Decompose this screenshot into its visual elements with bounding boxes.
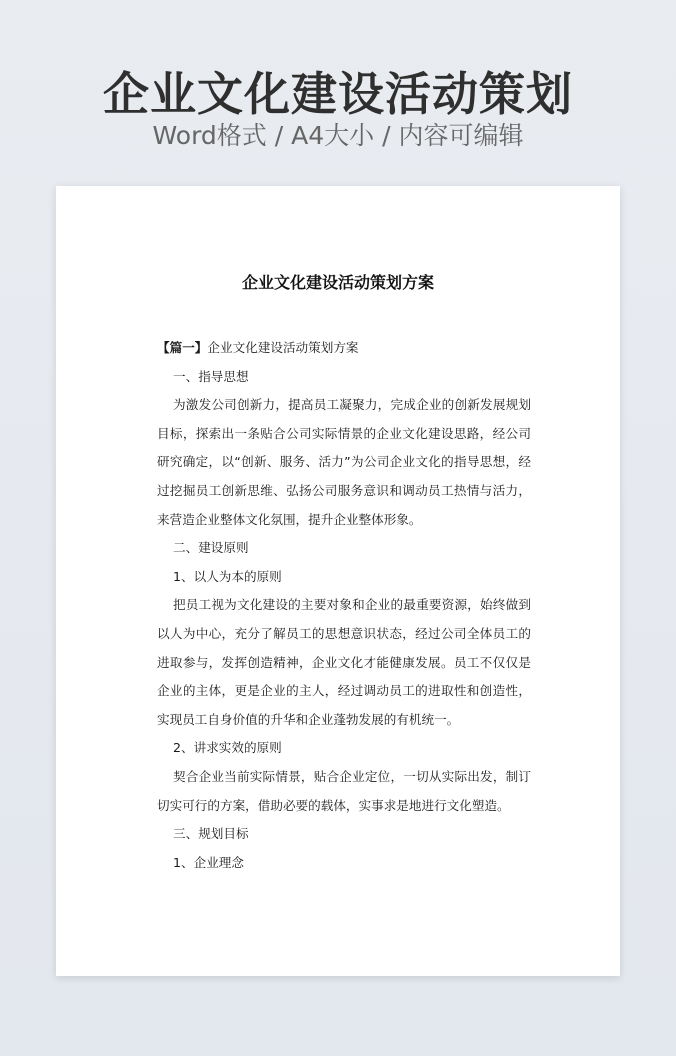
heading-construction-principles: 二、建设原则 (173, 540, 249, 556)
paragraph-guiding-ideology: 为激发公司创新力，提高员工凝聚力，完成企业的创新发展规划目标，探索出一条贴合公司实际情景的企业文化建设思路，经公司研究确定，以“创新、服务、活力”为公司企业文化的指导思想，经过挖掘员工创新思维、弘扬公司服务意识和调动员工热情与活力，来营造企业整体文化氛围，提升企业整体形象。 (157, 397, 531, 527)
heading-practical-results: 2、讲求实效的原则 (173, 740, 282, 756)
section-title: 企业文化建设活动策划方案 (207, 340, 359, 355)
paragraph-people-oriented: 把员工视为文化建设的主要对象和企业的最重要资源，始终做到以人为中心，充分了解员工的思想意识状态，经过公司全体员工的进取参与，发挥创造精神，企业文化才能健康发展。员工不仅仅是企业的主体，更是企业的主人，经过调动员工的进取性和创造性，实现员工自身价值的升华和企业蓬勃发展的有机统一。 (157, 597, 531, 727)
heading-planning-goals: 三、规划目标 (173, 826, 249, 842)
heading-people-oriented: 1、以人为本的原则 (173, 568, 282, 584)
document-page (56, 186, 620, 976)
banner-subtitle: Word格式 / A4大小 / 内容可编辑 (152, 121, 524, 150)
section-tag: 【篇一】 (157, 340, 208, 355)
heading-guiding-ideology: 一、指导思想 (173, 368, 249, 384)
section-heading (157, 334, 531, 363)
banner-title: 企业文化建设活动策划 (103, 67, 573, 121)
document-title: 企业文化建设活动策划方案 (241, 273, 434, 292)
heading-enterprise-philosophy: 1、企业理念 (173, 854, 244, 870)
document-body (157, 334, 531, 877)
paragraph-practical-results: 契合企业当前实际情景，贴合企业定位，一切从实际出发，制订切实可行的方案，借助必要的载体，实事求是地进行文化塑造。 (157, 768, 531, 813)
